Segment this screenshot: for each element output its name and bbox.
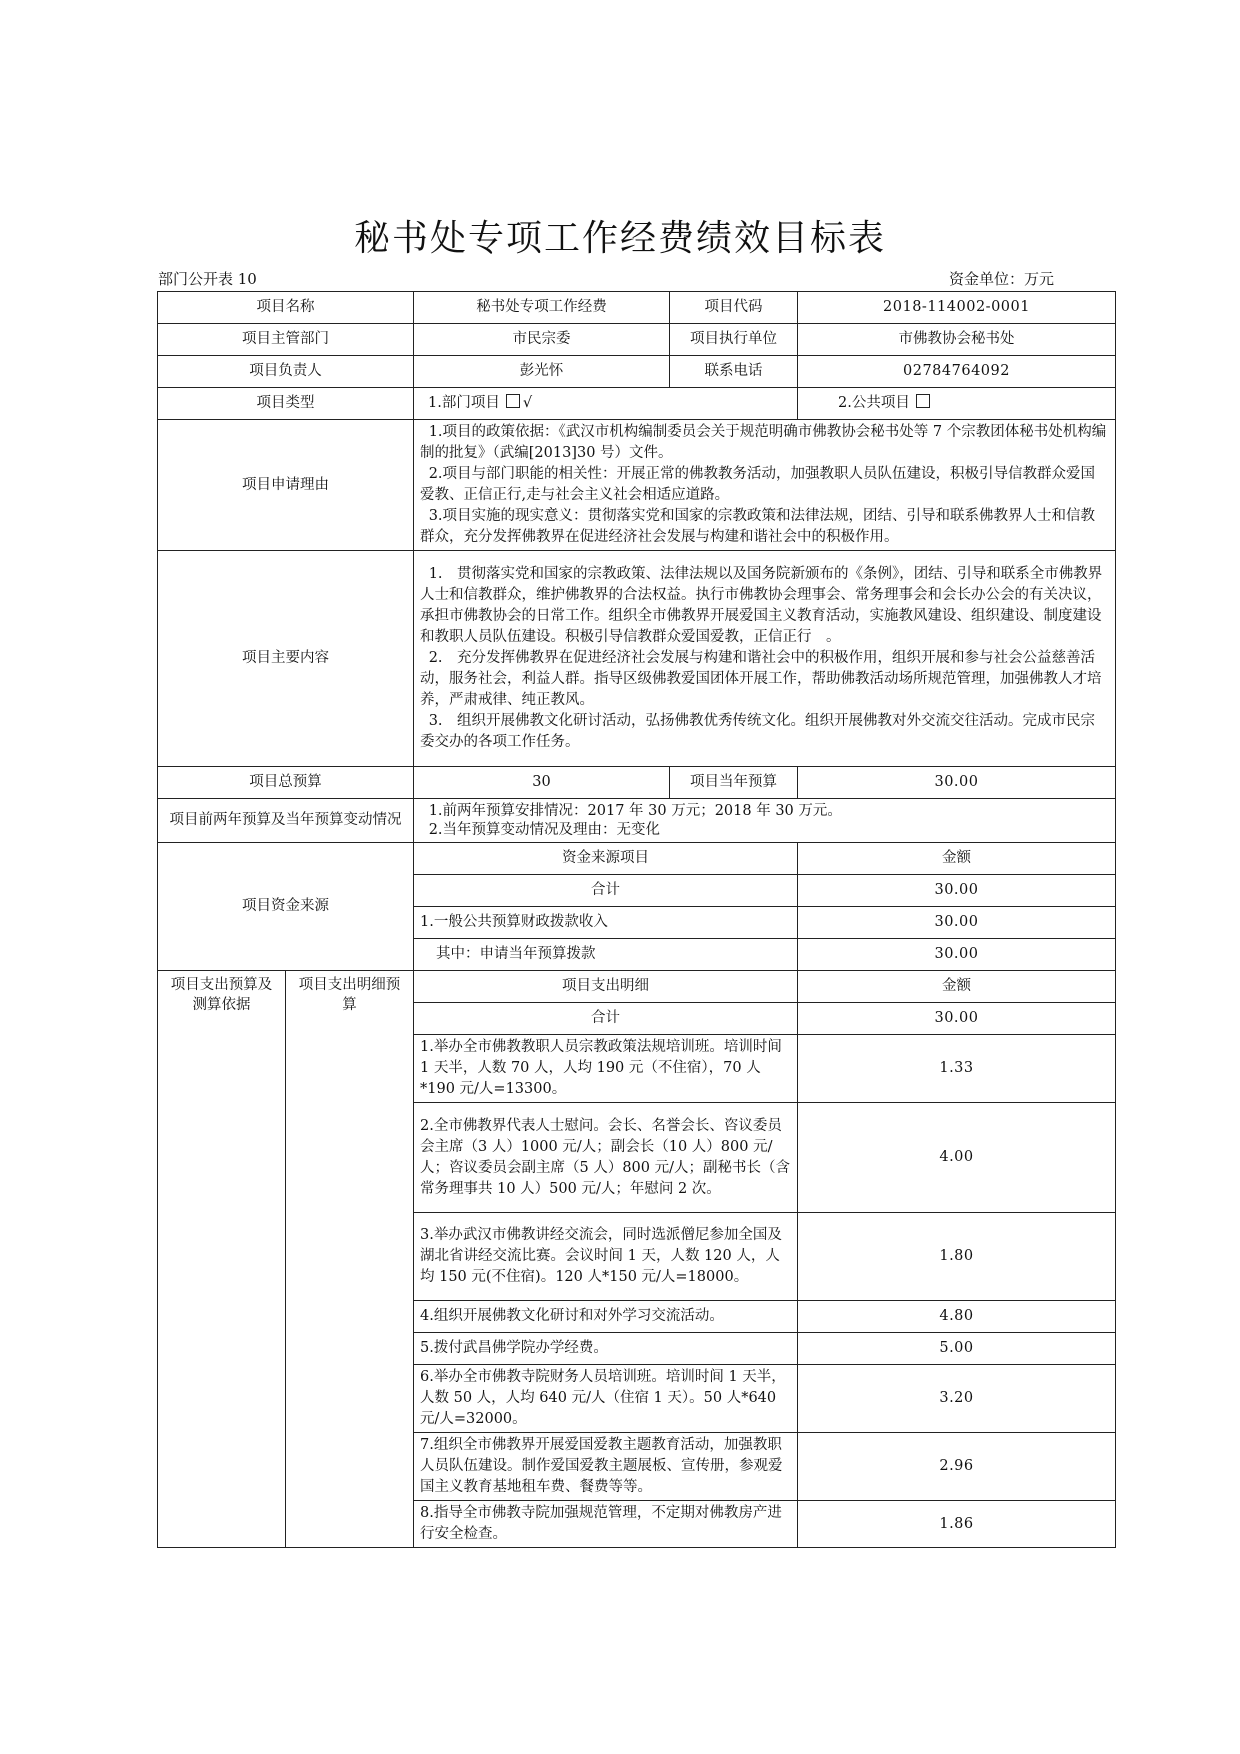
project-name-value: 秘书处专项工作经费	[414, 292, 670, 324]
expense-item-amount: 5.00	[798, 1333, 1116, 1365]
expense-item-text: 7.组织全市佛教界开展爱国爱教主题教育活动，加强教职人员队伍建设。制作爱国爱教主题展板、宣传册，参观爱国主义教育基地租车费、餐费等等。	[414, 1433, 798, 1501]
row-reason	[158, 420, 1116, 551]
person-value: 彭光怀	[414, 356, 670, 388]
expense-item-text: 8.指导全市佛教寺院加强规范管理，不定期对佛教房产进行安全检查。	[414, 1501, 798, 1548]
row-project-type	[158, 388, 1116, 420]
expense-label: 项目支出预算及测算依据	[158, 971, 286, 1548]
expense-item-amount: 1.80	[798, 1213, 1116, 1301]
row-person	[158, 356, 1116, 388]
check-mark-icon: √	[522, 395, 533, 411]
checkbox-icon	[916, 394, 930, 408]
main-content	[414, 551, 1116, 767]
funding-name: 其中：申请当年预算拨款	[414, 939, 798, 971]
expense-item-text: 3.举办武汉市佛教讲经交流会，同时选派僧尼参加全国及湖北省讲经交流比赛。会议时间 1 天，人数 120 人，人均 150 元(不住宿)。120 人*150 元/人=18000。	[414, 1213, 798, 1301]
expense-item-text: 4.组织开展佛教文化研讨和对外学习交流活动。	[414, 1301, 798, 1333]
expense-col2-header: 金额	[798, 971, 1116, 1003]
funding-amount: 30.00	[798, 939, 1116, 971]
expense-total-amount: 30.00	[798, 1003, 1116, 1035]
project-type-option-1	[414, 388, 798, 420]
expense-item-amount: 1.86	[798, 1501, 1116, 1548]
project-code-label: 项目代码	[670, 292, 798, 324]
content-item: 2. 充分发挥佛教界在促进经济社会发展与构建和谐社会中的积极作用，组织开展和参与社会公益慈善活动，服务社会，利益人群。指导区级佛教爱国团体开展工作，帮助佛教活动场所规范管理，加强佛教人才培养，严肃戒律、纯正教风。	[420, 650, 1102, 708]
type-option-1-label: 1.部门项目	[428, 395, 500, 411]
funding-col1-header: 资金来源项目	[414, 843, 798, 875]
reason-content	[414, 420, 1116, 551]
person-label: 项目负责人	[158, 356, 414, 388]
project-code-value: 2018-114002-0001	[798, 292, 1116, 324]
content-item: 1. 贯彻落实党和国家的宗教政策、法律法规以及国务院新颁布的《条例》，团结、引导和联系全市佛教界人士和信教群众，维护佛教界的合法权益。执行市佛教协会理事会、常务理事会和会长办公会的有关决议，承担市佛教协会的日常工作。组织全市佛教界开展爱国主义教育活动，实施教风建设、组织建设、制度建设和教职人员队伍建设。积极引导信教群众爱国爱教，正信正行 。	[420, 566, 1103, 645]
current-budget-label: 项目当年预算	[670, 767, 798, 799]
budget-change-label: 项目前两年预算及当年预算变动情况	[158, 799, 414, 843]
expense-item-text: 2.全市佛教界代表人士慰问。会长、名誉会长、咨议委员会主席（3 人）1000 元/人；副会长（10 人）800 元/人；咨议委员会副主席（5 人）800 元/人；副秘书长（含常务理事共 10 人）500 元/人；年慰问 2 次。	[414, 1103, 798, 1213]
funding-amount: 30.00	[798, 875, 1116, 907]
budget-change-item: 2.当年预算变动情况及理由：无变化	[428, 821, 661, 838]
reason-item: 1.项目的政策依据：《武汉市机构编制委员会关于规范明确市佛教协会秘书处等 7 个宗教团体秘书处机构编制的批复》（武编[2013]30 号）文件。	[420, 424, 1107, 461]
row-project-name	[158, 292, 1116, 324]
expense-item-text: 1.举办全市佛教教职人员宗教政策法规培训班。培训时间 1 天半，人数 70 人，人均 190 元（不住宿），70 人*190 元/人=13300。	[414, 1035, 798, 1103]
form-number: 部门公开表 10	[158, 270, 257, 288]
row-main-content	[158, 551, 1116, 767]
row-budget	[158, 767, 1116, 799]
department-label: 项目主管部门	[158, 324, 414, 356]
checkbox-icon	[506, 394, 520, 408]
main-content-label: 项目主要内容	[158, 551, 414, 767]
row-budget-change	[158, 799, 1116, 843]
total-budget-label: 项目总预算	[158, 767, 414, 799]
content-item: 3. 组织开展佛教文化研讨活动，弘扬佛教优秀传统文化。组织开展佛教对外交流交往活动。完成市民宗委交办的各项工作任务。	[420, 713, 1096, 750]
row-expense-header	[158, 971, 1116, 1003]
phone-value: 02784764092	[798, 356, 1116, 388]
reason-item: 2.项目与部门职能的相关性：开展正常的佛教教务活动，加强教职人员队伍建设，积极引导信教群众爱国爱教、正信正行,走与社会主义社会相适应道路。	[420, 466, 1096, 503]
expense-item-text: 5.拨付武昌佛学院办学经费。	[414, 1333, 798, 1365]
row-department	[158, 324, 1116, 356]
page-title: 秘书处专项工作经费绩效目标表	[353, 218, 886, 259]
department-value: 市民宗委	[414, 324, 670, 356]
row-funding-header	[158, 843, 1116, 875]
reason-item: 3.项目实施的现实意义：贯彻落实党和国家的宗教政策和法律法规，团结、引导和联系佛教界人士和信教群众，充分发挥佛教界在促进经济社会发展与构建和谐社会中的积极作用。	[420, 508, 1096, 545]
funding-name: 合计	[414, 875, 798, 907]
project-name-label: 项目名称	[158, 292, 414, 324]
project-type-label: 项目类型	[158, 388, 414, 420]
current-budget-value: 30.00	[798, 767, 1116, 799]
performance-table	[157, 291, 1116, 1548]
expense-total-name: 合计	[414, 1003, 798, 1035]
expense-item-amount: 4.80	[798, 1301, 1116, 1333]
executor-label: 项目执行单位	[670, 324, 798, 356]
project-type-option-2	[798, 388, 1116, 420]
total-budget-value: 30	[414, 767, 670, 799]
expense-item-amount: 4.00	[798, 1103, 1116, 1213]
currency-unit: 资金单位：万元	[948, 270, 1054, 288]
expense-col1-header: 项目支出明细	[414, 971, 798, 1003]
expense-item-amount: 3.20	[798, 1365, 1116, 1433]
type-option-2-label: 2.公共项目	[838, 395, 910, 411]
reason-label: 项目申请理由	[158, 420, 414, 551]
executor-value: 市佛教协会秘书处	[798, 324, 1116, 356]
phone-label: 联系电话	[670, 356, 798, 388]
expense-item-amount: 1.33	[798, 1035, 1116, 1103]
budget-change-content	[414, 799, 1116, 843]
funding-label: 项目资金来源	[158, 843, 414, 971]
funding-name: 1.一般公共预算财政拨款收入	[414, 907, 798, 939]
funding-amount: 30.00	[798, 907, 1116, 939]
funding-col2-header: 金额	[798, 843, 1116, 875]
expense-item-text: 6.举办全市佛教寺院财务人员培训班。培训时间 1 天半，人数 50 人，人均 640 元/人（住宿 1 天）。50 人*640 元/人=32000。	[414, 1365, 798, 1433]
expense-item-amount: 2.96	[798, 1433, 1116, 1501]
budget-change-item: 1.前两年预算安排情况：2017 年 30 万元；2018 年 30 万元。	[428, 802, 842, 819]
expense-sub-label: 项目支出明细预算	[286, 971, 414, 1548]
